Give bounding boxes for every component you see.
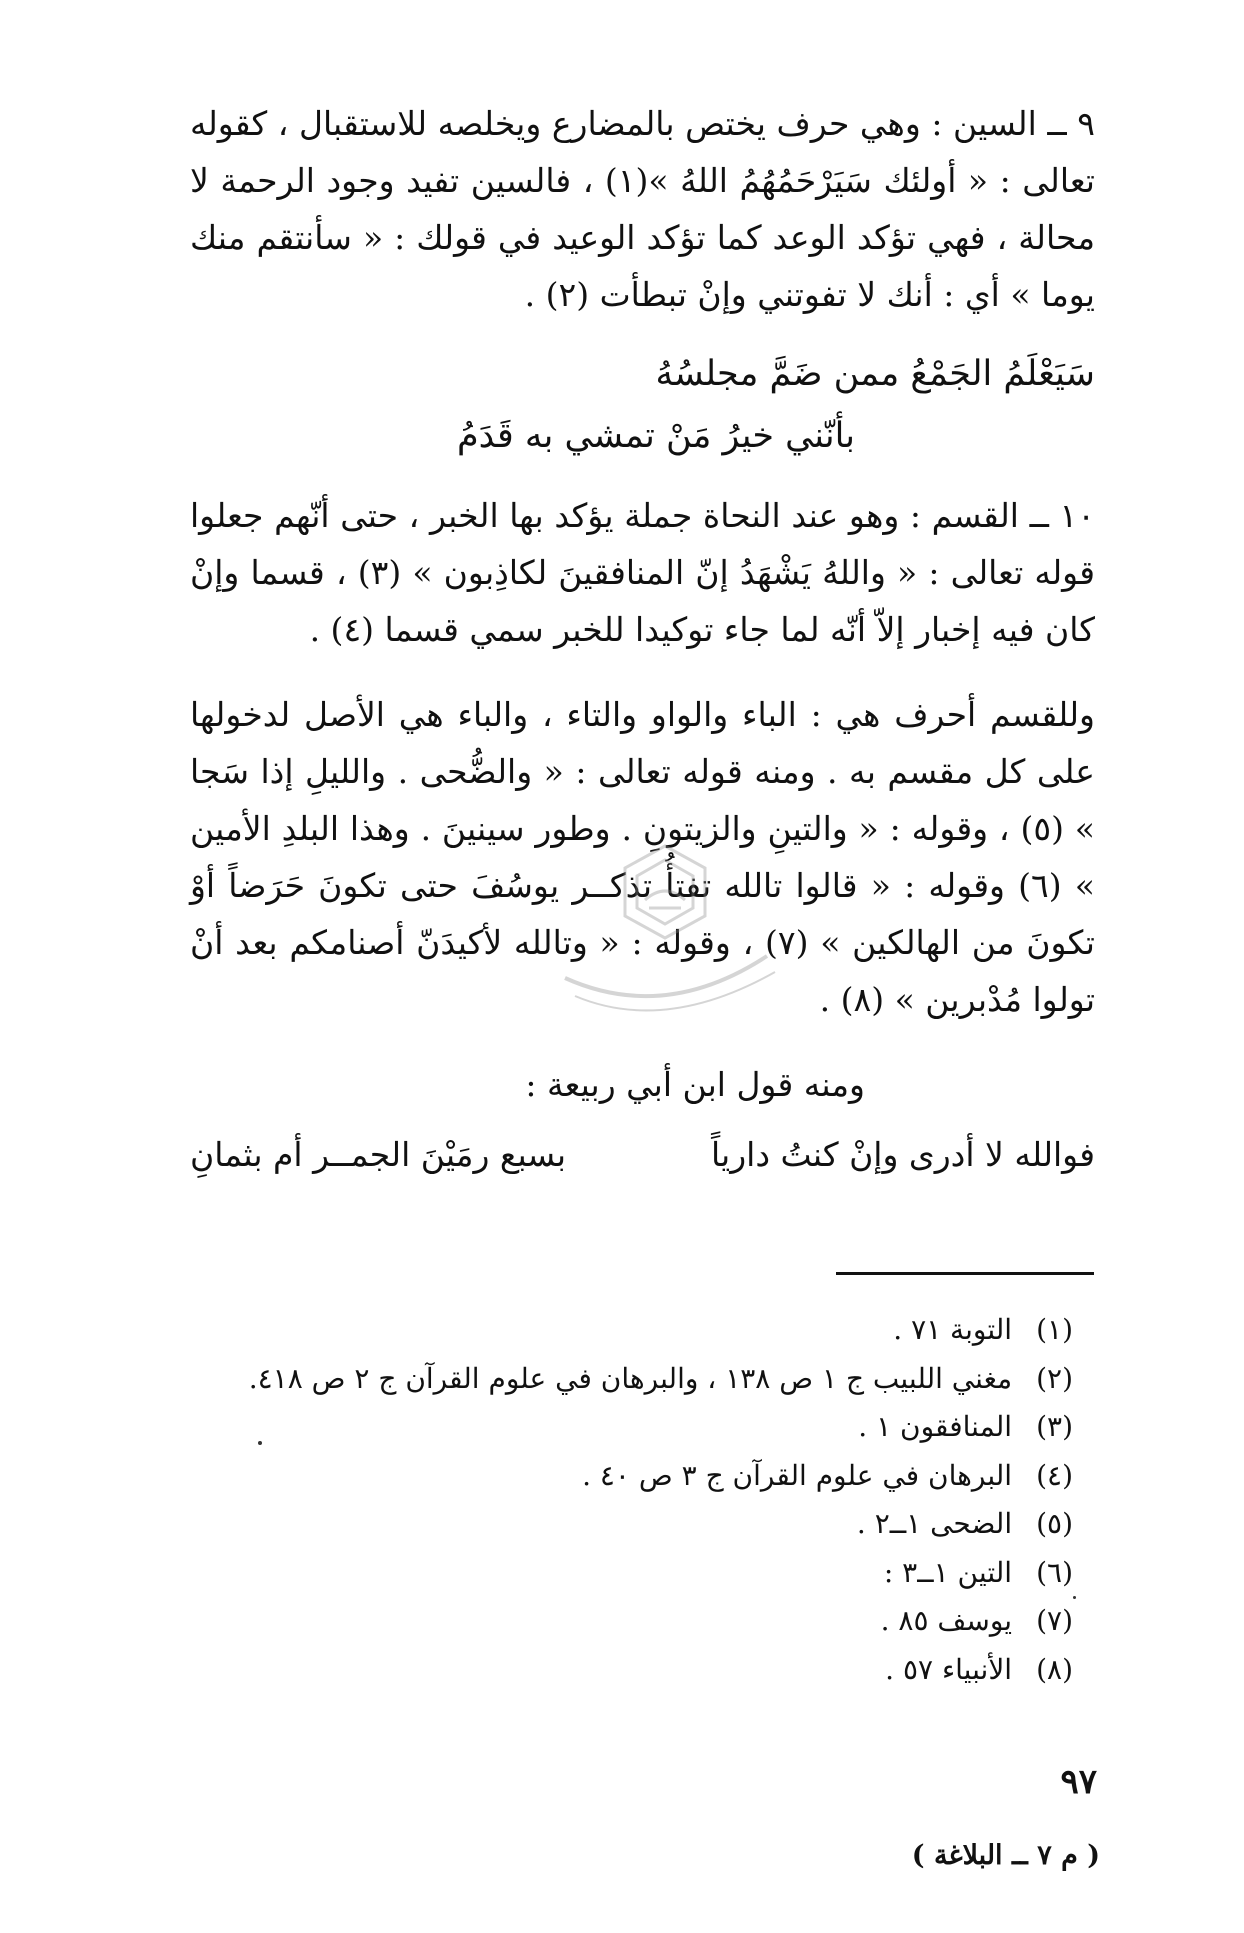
- footnote-5: [190, 1500, 1073, 1549]
- footnote-6: [190, 1549, 1073, 1598]
- page-number: ٩٧: [1060, 1762, 1097, 1802]
- footnote-3: [190, 1403, 1073, 1452]
- footnote-number: (٤): [1036, 1458, 1073, 1492]
- print-speck: [258, 1441, 262, 1445]
- footnote-4: [190, 1452, 1073, 1501]
- footnote-text: مغني اللبيب ج ١ ص ١٣٨ ، والبرهان في علوم القرآن ج ٢ ص ٤١٨.: [248, 1361, 1013, 1395]
- footnote-text: البرهان في علوم القرآن ج ٣ ص ٤٠ .: [582, 1458, 1013, 1492]
- footnote-number: (٣): [1036, 1410, 1073, 1443]
- footnote-2: [190, 1355, 1073, 1404]
- poetry-verse-1: [190, 343, 1095, 467]
- verse-1-line-2: بأنّني خيرُ مَنْ تمشي به قَدَمُ: [456, 416, 855, 456]
- couplet-second-hemistich: بسبع رمَيْنَ الجمــر أم بثمانِ: [190, 1135, 567, 1174]
- footnote-text: التين ١ــ٣ :: [883, 1555, 1013, 1589]
- poetry-couplet: [190, 1125, 1095, 1185]
- footnote-7: [190, 1597, 1073, 1646]
- footnote-number: (٨): [1036, 1652, 1073, 1686]
- footnote-number: (٢): [1036, 1361, 1073, 1395]
- library-seal-watermark: [545, 838, 785, 1028]
- book-signature: ( م ٧ ــ البلاغة ): [911, 1840, 1100, 1871]
- paragraph-qasam: ١٠ ــ القسم : وهو عند النحاة جملة يؤكد بها الخبر ، حتى أنّهم جعلوا قوله تعالى : « واللهُ يَشْهَدُ إنّ المنافقينَ لكاذِبون » (٣) ، قسما وإنْ كان فيه إخبار إلاّ أنّه لما جاء توكيدا للخبر سمي قسما (٤) .: [190, 496, 1095, 649]
- verse-1-line-1: سَيَعْلَمُ الجَمْعُ ممن ضَمَّ مجلسُهُ: [655, 354, 1095, 394]
- print-speck: [1073, 1596, 1076, 1599]
- couplet-first-hemistich: فوالله لا أدرى وإنْ كنتُ دارياً: [710, 1135, 1095, 1174]
- footnote-text: يوسف ٨٥ .: [880, 1604, 1013, 1637]
- footnote-1: [190, 1306, 1073, 1355]
- footnote-text: المنافقون ١ .: [858, 1410, 1013, 1443]
- paragraph-oath-letters: وللقسم أحرف هي : الباء والواو والتاء ، والباء هي الأصل لدخولها على كل مقسم به . ومنه قوله تعالى : « والضُّحى . والليلِ إذا سَجا » (٥) ، وقوله : « والتينِ والزيتونِ . وطور سينينَ . وهذا البلدِ الأمين » (٦) وقوله : « قالوا تالله تفتأُ تذكــر يوسُفَ حتى تكونَ حَرَضاً أوْ تكونَ من الهالكين » (٧) ، وقوله : « وتالله لأكيدَنّ أصنامكم بعد أنْ تولوا مُدْبرين » (٨) .: [190, 695, 1095, 1019]
- poet-intro: ومنه قول ابن أبي ربيعة :: [525, 1065, 865, 1104]
- footnote-number: (٥): [1036, 1507, 1073, 1540]
- footnote-text: الأنبياء ٥٧ .: [885, 1652, 1013, 1686]
- footnote-number: (٦): [1036, 1555, 1073, 1589]
- footnote-number: (١): [1036, 1313, 1073, 1346]
- footnote-8: [190, 1646, 1073, 1695]
- paragraph-sin: ٩ ــ السين : وهي حرف يختص بالمضارع ويخلصه للاستقبال ، كقوله تعالى : « أولئك سَيَرْحَمُهُمُ اللهُ »(١) ، فالسين تفيد وجود الرحمة لا محالة ، فهي تؤكد الوعد كما تؤكد الوعيد في قولك : « سأنتقم منك يوما » أي : أنك لا تفوتني وإنْ تبطأت (٢) .: [190, 104, 1095, 314]
- footnote-number: (٧): [1036, 1604, 1073, 1637]
- footnote-text: التوبة ٧١ .: [893, 1313, 1013, 1346]
- footnote-text: الضحى ١ــ٢ .: [856, 1507, 1013, 1540]
- footnote-separator: [836, 1272, 1094, 1275]
- footnotes: [190, 1306, 1073, 1694]
